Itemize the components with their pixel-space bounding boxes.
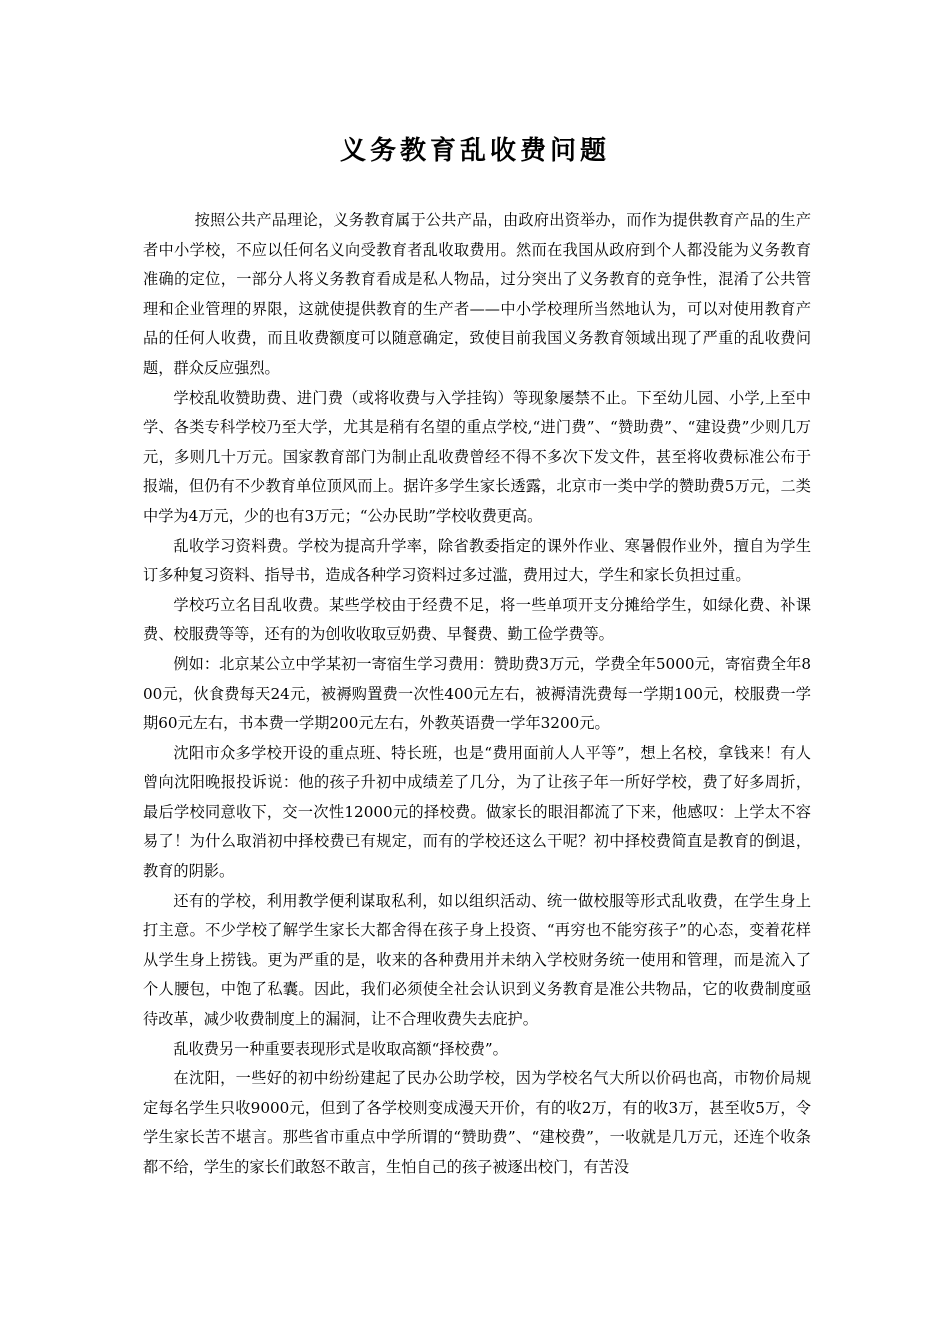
paragraph-sponsorship-fees: 学校乱收赞助费、进门费（或将收费与入学挂钩）等现象屡禁不止。下至幼儿园、小学,上至中学、各类专科学校乃至大学，尤其是稍有名望的重点学校,“进门费”、“赞助费”、“建设费”少则几万元，多则几十万元。国家教育部门为制止乱收费曾经不得不多次下发文件，甚至将收费标准公布于报端，但仍有不少教育单位顶风而上。据许多学生家长透露，北京市一类中学的赞助费5万元，二类中学为4万元，少的也有3万元；“公办民助”学校收费更高。 [143, 388, 811, 525]
paragraph-shenyang-classes: 沈阳市众多学校开设的重点班、特长班，也是“费用面前人人平等”，想上名校，拿钱来！有人曾向沈阳晚报投诉说：他的孩子升初中成绩差了几分，为了让孩子年一所好学校，费了好多周折，最后学校同意收下，交一次性12000元的择校费。做家长的眼泪都流了下来，他感叹：上学太不容易了！为什么取消初中择校费已有规定，而有的学校还这么干呢？初中择校费简直是教育的倒退，教育的阴影。 [143, 743, 811, 881]
document-body [143, 206, 811, 1183]
paragraph-private-gain: 还有的学校，利用教学便利谋取私利，如以组织活动、统一做校服等形式乱收费，在学生身上打主意。不少学校了解学生家长大都舍得在孩子身上投资、“再穷也不能穷孩子”的心态，变着花样从学生身上捞钱。更为严重的是，收来的各种费用并未纳入学校财务统一使用和管理，而是流入了个人腰包，中饱了私囊。因此，我们必须使全社会认识到义务教育是准公共物品，它的收费制度亟待改革，减少收费制度上的漏洞，让不合理收费失去庇护。 [143, 891, 811, 1029]
document-title: 义务教育乱收费问题 [339, 136, 610, 166]
paragraph-school-choice-fee: 乱收费另一种重要表现形式是收取高额“择校费”。 [173, 1039, 508, 1058]
paragraph-beijing-example: 例如：北京某公立中学某初一寄宿生学习费用：赞助费3万元，学费全年5000元，寄宿费全年800元，伙食费每天24元，被褥购置费一次性400元左右，被褥清洗费每一学期100元，校服费一学期60元左右，书本费一学期200元左右，外教英语费一学年3200元。 [143, 654, 811, 733]
paragraph-study-material-fees: 乱收学习资料费。学校为提高升学率，除省教委指定的课外作业、寒暑假作业外，擅自为学生订多种复习资料、指导书，造成各种学习资料过多过滥，费用过大，学生和家长负担过重。 [143, 536, 811, 585]
paragraph-invented-fees: 学校巧立名目乱收费。某些学校由于经费不足，将一些单项开支分摊给学生，如绿化费、补课费、校服费等等，还有的为创收收取豆奶费、早餐费、勤工俭学费等。 [143, 595, 811, 644]
paragraph-shenyang-schools: 在沈阳，一些好的初中纷纷建起了民办公助学校，因为学校名气大所以价码也高，市物价局规定每名学生只收9000元，但到了各学校则变成漫天开价，有的收2万，有的收3万，甚至收5万，令学生家长苦不堪言。那些省市重点中学所谓的“赞助费”、“建校费”，一收就是几万元，还连个收条都不给，学生的家长们敢怒不敢言，生怕自己的孩子被逐出校门，有苦没 [143, 1069, 811, 1176]
paragraph-public-goods: 按照公共产品理论，义务教育属于公共产品，由政府出资举办，而作为提供教育产品的生产者中小学校，不应以任何名义向受教育者乱收取费用。然而在我国从政府到个人都没能为义务教育准确的定位，一部分人将义务教育看成是私人物品，过分突出了义务教育的竞争性，混淆了公共管理和企业管理的界限，这就使提供教育的生产者——中小学校理所当然地认为，可以对使用教育产品的任何人收费，而且收费额度可以随意确定，致使目前我国义务教育领域出现了严重的乱收费问题，群众反应强烈。 [143, 211, 811, 377]
